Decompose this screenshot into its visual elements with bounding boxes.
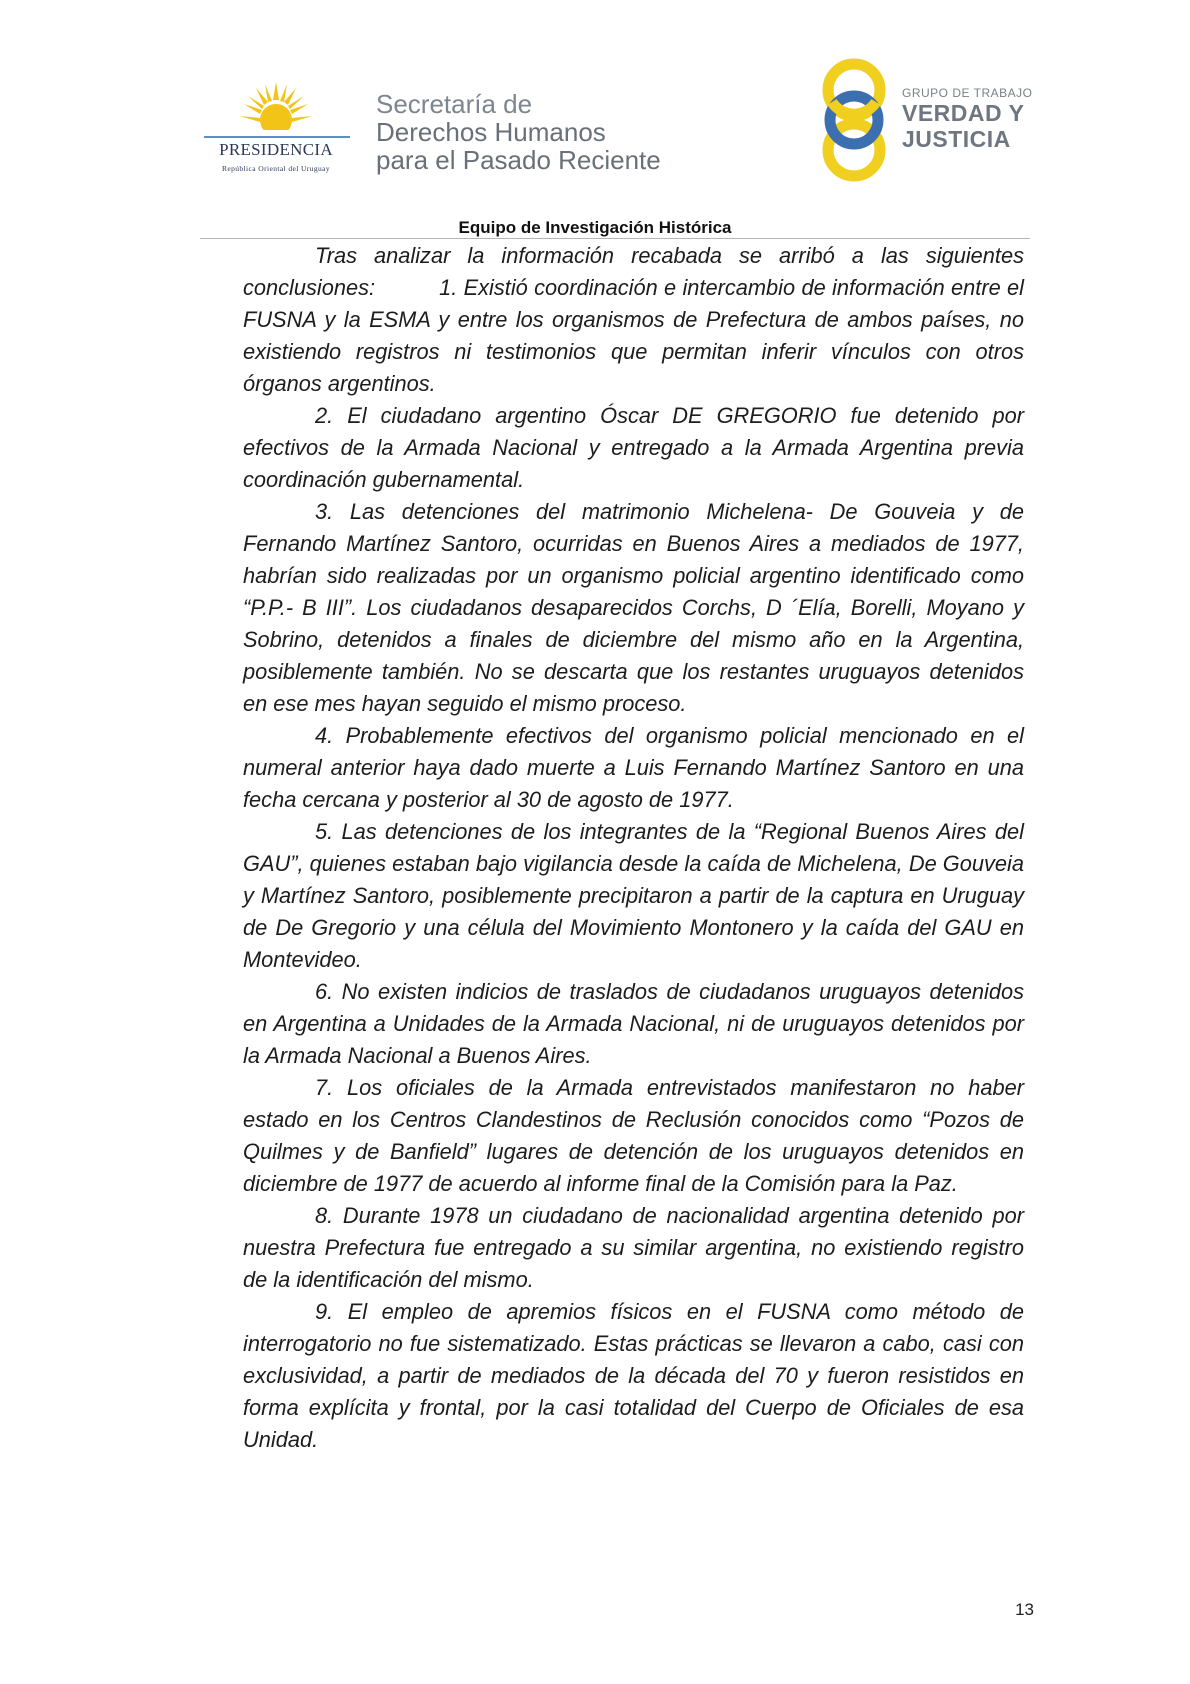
secretaria-line-1: Secretaría de [376,89,533,119]
verdad-justicia-line-2: VERDAD Y [902,100,1025,126]
paragraph-intro [243,240,1024,400]
page-header [0,0,1190,240]
conclusion-6: 6. No existen indicios de traslados de ciudadanos uruguayos detenidos en Argentina a Unidades de la Armada Nacional, ni de uruguayos detenidos por la Armada Nacional a Buenos Aires. [243,979,1024,1068]
conclusion-1: 1. Existió coordinación e intercambio de información entre el FUSNA y la ESMA y entre los organismos de Prefectura de ambos países, no existiendo registros ni testimonios que permitan inferir vínculos con otros órganos argentinos. [243,275,1024,396]
page-number: 13 [1015,1600,1034,1619]
secretaria-line-3: para el Pasado Reciente [376,145,661,175]
conclusion-9: 9. El empleo de apremios físicos en el FUSNA como método de interrogatorio no fue sistematizado. Estas prácticas se llevaron a cabo, casi con exclusividad, a partir de mediados de la década del 70 y fueron resistidos en forma explícita y frontal, por la casi totalidad del Cuerpo de Oficiales de esa Unidad. [243,1299,1024,1452]
rings-icon [820,56,900,184]
verdad-justicia-logo [820,56,1060,184]
verdad-justicia-line-3: JUSTICIA [902,126,1011,152]
intro-lead: Tras analizar la información recabada se arribó a las siguientes conclusiones: [243,243,1024,300]
presidencia-subtitle: República Oriental del Uruguay [221,164,330,173]
conclusion-3: 3. Las detenciones del matrimonio Michelena- De Gouveia y de Fernando Martínez Santoro, ocurridas en Buenos Aires a mediados de 1977, habrían sido realizadas por un organismo policial argentino identificado como “P.P.- B III”. Los ciudadanos desaparecidos Corchs, D ´Elía, Borelli, Moyano y Sobrino, detenidos a finales de diciembre del mismo año en la Argentina, posiblemente también. No se descarta que los restantes uruguayos detenidos en ese mes hayan seguido el mismo proceso. [243,499,1024,716]
presidencia-divider [204,136,350,138]
conclusion-8: 8. Durante 1978 un ciudadano de nacionalidad argentina detenido por nuestra Prefectura fue entregado a su similar argentina, no existiendo registro de la identificación del mismo. [243,1203,1024,1292]
presidencia-logo [196,78,356,178]
header-rule [200,238,1030,239]
presidencia-name: PRESIDENCIA [219,140,333,159]
secretaria-title [376,90,661,174]
conclusion-7: 7. Los oficiales de la Armada entrevistados manifestaron no haber estado en los Centros Clandestinos de Reclusión conocidos como “Pozos de Quilmes y de Banfield” lugares de detención de los uruguayos detenidos en diciembre de 1977 de acuerdo al informe final de la Comisión para la Paz. [243,1075,1024,1196]
verdad-justicia-line-1: GRUPO DE TRABAJO [902,86,1033,100]
conclusion-2: 2. El ciudadano argentino Óscar DE GREGORIO fue detenido por efectivos de la Armada Nacional y entregado a la Armada Argentina previa coordinación gubernamental. [243,403,1024,492]
document-body [243,240,1024,1456]
conclusion-4: 4. Probablemente efectivos del organismo policial mencionado en el numeral anterior haya dado muerte a Luis Fernando Martínez Santoro en una fecha cercana y posterior al 30 de agosto de 1977. [243,723,1024,812]
conclusion-5: 5. Las detenciones de los integrantes de la “Regional Buenos Aires del GAU”, quienes estaban bajo vigilancia desde la caída de Michelena, De Gouveia y Martínez Santoro, posiblemente precipitaron a partir de la captura en Uruguay de De Gregorio y una célula del Movimiento Montonero y la caída del GAU en Montevideo. [243,819,1024,972]
section-title: Equipo de Investigación Histórica [458,218,732,237]
sun-icon [238,78,314,138]
secretaria-line-2: Derechos Humanos [376,117,606,147]
verdad-justicia-text [902,86,1032,152]
